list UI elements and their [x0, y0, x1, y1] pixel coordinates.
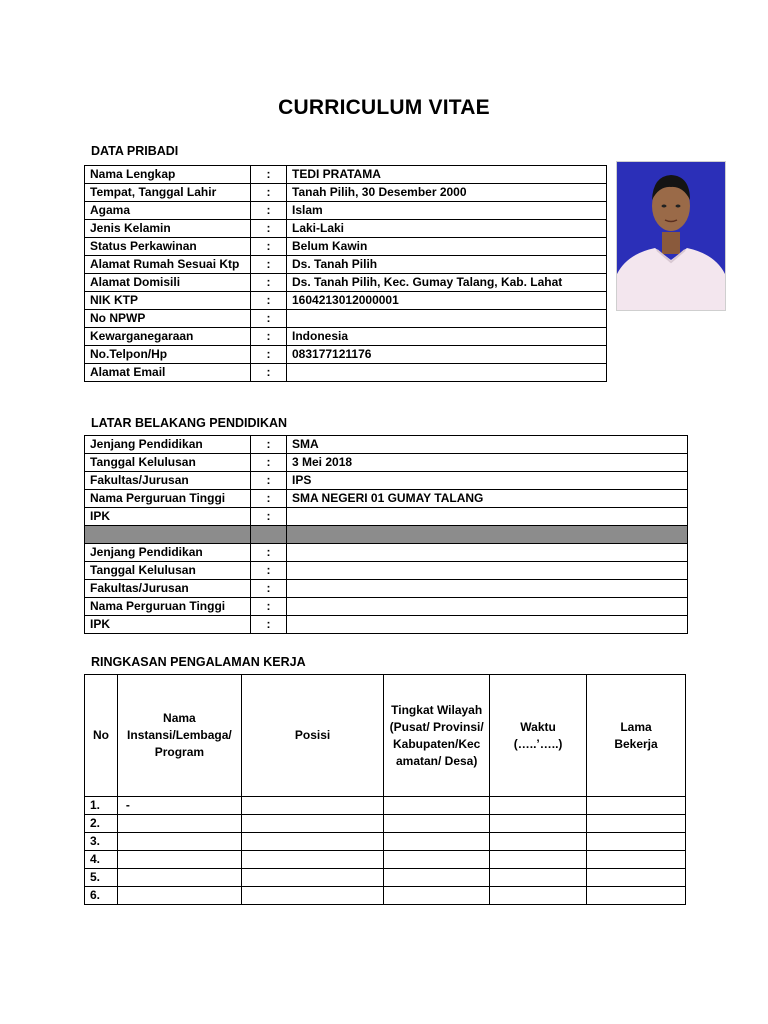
- education-field-label: Nama Perguruan Tinggi: [85, 490, 251, 508]
- experience-cell-posisi: [241, 797, 383, 815]
- personal-field-label: Tempat, Tanggal Lahir: [85, 184, 251, 202]
- personal-field-row: [85, 184, 607, 202]
- colon-separator: [251, 526, 287, 544]
- colon-separator: :: [251, 598, 287, 616]
- experience-row: [85, 851, 686, 869]
- personal-field-label: Alamat Email: [85, 364, 251, 382]
- col-header-wilayah: Tingkat Wilayah (Pusat/ Provinsi/ Kabupaten/Kec amatan/ Desa): [384, 675, 490, 797]
- experience-cell-waktu: [490, 887, 587, 905]
- experience-heading: RINGKASAN PENGALAMAN KERJA: [91, 655, 306, 669]
- colon-separator: :: [251, 562, 287, 580]
- experience-cell-wilayah: [384, 815, 490, 833]
- experience-cell-wilayah: [384, 869, 490, 887]
- colon-separator: :: [251, 292, 287, 310]
- personal-field-row: [85, 328, 607, 346]
- experience-cell-lama: [587, 869, 686, 887]
- education-field-row: [85, 490, 688, 508]
- colon-separator: :: [251, 202, 287, 220]
- colon-separator: :: [251, 544, 287, 562]
- colon-separator: :: [251, 166, 287, 184]
- personal-field-label: Kewarganegaraan: [85, 328, 251, 346]
- colon-separator: :: [251, 256, 287, 274]
- personal-field-row: [85, 256, 607, 274]
- experience-cell-lama: [587, 815, 686, 833]
- education-field-value: [287, 508, 688, 526]
- experience-cell-no: 2.: [85, 815, 118, 833]
- experience-row: [85, 887, 686, 905]
- experience-cell-waktu: [490, 797, 587, 815]
- education-field-label: Jenjang Pendidikan: [85, 544, 251, 562]
- personal-field-value: Ds. Tanah Pilih, Kec. Gumay Talang, Kab. Lahat: [287, 274, 607, 292]
- experience-cell-waktu: [490, 851, 587, 869]
- personal-field-row: [85, 364, 607, 382]
- personal-field-row: [85, 238, 607, 256]
- experience-cell-waktu: [490, 869, 587, 887]
- personal-field-value: Islam: [287, 202, 607, 220]
- experience-row: [85, 869, 686, 887]
- experience-cell-wilayah: [384, 887, 490, 905]
- personal-data-heading: DATA PRIBADI: [91, 144, 179, 158]
- experience-row: [85, 815, 686, 833]
- personal-field-value: Indonesia: [287, 328, 607, 346]
- colon-separator: :: [251, 490, 287, 508]
- education-field-value: [287, 526, 688, 544]
- colon-separator: :: [251, 310, 287, 328]
- personal-field-row: [85, 310, 607, 328]
- experience-cell-waktu: [490, 833, 587, 851]
- personal-field-label: Status Perkawinan: [85, 238, 251, 256]
- education-field-row: [85, 454, 688, 472]
- personal-data-table: [84, 165, 607, 382]
- personal-field-value: Tanah Pilih, 30 Desember 2000: [287, 184, 607, 202]
- education-field-label: Nama Perguruan Tinggi: [85, 598, 251, 616]
- experience-cell-posisi: [241, 869, 383, 887]
- experience-row: [85, 797, 686, 815]
- colon-separator: :: [251, 238, 287, 256]
- personal-field-row: [85, 202, 607, 220]
- personal-field-row: [85, 220, 607, 238]
- personal-field-label: Alamat Rumah Sesuai Ktp: [85, 256, 251, 274]
- personal-field-row: [85, 274, 607, 292]
- education-field-row: [85, 562, 688, 580]
- education-field-row: [85, 580, 688, 598]
- education-field-value: [287, 598, 688, 616]
- experience-cell-instansi: [117, 887, 241, 905]
- education-field-label: Fakultas/Jurusan: [85, 472, 251, 490]
- experience-row: [85, 833, 686, 851]
- personal-field-value: [287, 310, 607, 328]
- personal-field-row: [85, 166, 607, 184]
- education-field-label: Tanggal Kelulusan: [85, 454, 251, 472]
- experience-cell-no: 5.: [85, 869, 118, 887]
- education-heading: LATAR BELAKANG PENDIDIKAN: [91, 416, 288, 430]
- experience-cell-instansi: [117, 851, 241, 869]
- colon-separator: :: [251, 328, 287, 346]
- experience-cell-lama: [587, 851, 686, 869]
- experience-cell-lama: [587, 797, 686, 815]
- experience-cell-instansi: [117, 815, 241, 833]
- education-field-value: IPS: [287, 472, 688, 490]
- personal-field-row: [85, 346, 607, 364]
- education-field-row: [85, 436, 688, 454]
- col-header-posisi: Posisi: [241, 675, 383, 797]
- colon-separator: :: [251, 454, 287, 472]
- experience-cell-wilayah: [384, 833, 490, 851]
- education-field-row: [85, 472, 688, 490]
- experience-cell-no: 3.: [85, 833, 118, 851]
- colon-separator: :: [251, 616, 287, 634]
- education-field-row: [85, 616, 688, 634]
- experience-cell-posisi: [241, 833, 383, 851]
- colon-separator: :: [251, 472, 287, 490]
- personal-field-value: [287, 364, 607, 382]
- personal-field-label: Agama: [85, 202, 251, 220]
- personal-field-label: NIK KTP: [85, 292, 251, 310]
- personal-field-value: 1604213012000001: [287, 292, 607, 310]
- colon-separator: :: [251, 184, 287, 202]
- education-field-row: [85, 598, 688, 616]
- education-field-value: SMA NEGERI 01 GUMAY TALANG: [287, 490, 688, 508]
- personal-field-label: No.Telpon/Hp: [85, 346, 251, 364]
- person-portrait-icon: [617, 162, 725, 310]
- colon-separator: :: [251, 274, 287, 292]
- experience-cell-wilayah: [384, 851, 490, 869]
- experience-cell-instansi: -: [117, 797, 241, 815]
- experience-cell-waktu: [490, 815, 587, 833]
- personal-field-label: No NPWP: [85, 310, 251, 328]
- personal-field-value: TEDI PRATAMA: [287, 166, 607, 184]
- personal-field-row: [85, 292, 607, 310]
- education-field-row: [85, 544, 688, 562]
- education-field-label: IPK: [85, 508, 251, 526]
- education-field-row: [85, 508, 688, 526]
- experience-cell-lama: [587, 887, 686, 905]
- col-header-instansi: Nama Instansi/Lembaga/ Program: [117, 675, 241, 797]
- experience-cell-no: 6.: [85, 887, 118, 905]
- colon-separator: :: [251, 364, 287, 382]
- experience-cell-posisi: [241, 815, 383, 833]
- personal-field-value: Laki-Laki: [287, 220, 607, 238]
- education-field-row: [85, 526, 688, 544]
- personal-field-value: 083177121176: [287, 346, 607, 364]
- cv-title: CURRICULUM VITAE: [278, 96, 490, 119]
- education-field-value: 3 Mei 2018: [287, 454, 688, 472]
- experience-cell-no: 4.: [85, 851, 118, 869]
- colon-separator: :: [251, 220, 287, 238]
- experience-cell-wilayah: [384, 797, 490, 815]
- personal-field-label: Nama Lengkap: [85, 166, 251, 184]
- profile-photo: [616, 161, 726, 311]
- colon-separator: :: [251, 580, 287, 598]
- education-field-value: SMA: [287, 436, 688, 454]
- colon-separator: :: [251, 508, 287, 526]
- personal-field-label: Jenis Kelamin: [85, 220, 251, 238]
- education-field-label: Fakultas/Jurusan: [85, 580, 251, 598]
- education-field-label: Tanggal Kelulusan: [85, 562, 251, 580]
- education-field-label: Jenjang Pendidikan: [85, 436, 251, 454]
- education-table: [84, 435, 688, 634]
- experience-cell-no: 1.: [85, 797, 118, 815]
- col-header-lama: Lama Bekerja: [587, 675, 686, 797]
- personal-field-label: Alamat Domisili: [85, 274, 251, 292]
- col-header-no: No: [85, 675, 118, 797]
- education-field-value: [287, 544, 688, 562]
- education-field-value: [287, 562, 688, 580]
- experience-cell-instansi: [117, 869, 241, 887]
- experience-cell-posisi: [241, 887, 383, 905]
- personal-field-value: Ds. Tanah Pilih: [287, 256, 607, 274]
- colon-separator: :: [251, 346, 287, 364]
- education-field-value: [287, 616, 688, 634]
- experience-cell-instansi: [117, 833, 241, 851]
- experience-cell-lama: [587, 833, 686, 851]
- col-header-waktu: Waktu (…..’…..): [490, 675, 587, 797]
- education-field-label: [85, 526, 251, 544]
- experience-cell-posisi: [241, 851, 383, 869]
- education-field-value: [287, 580, 688, 598]
- experience-header-row: [85, 675, 686, 797]
- personal-field-value: Belum Kawin: [287, 238, 607, 256]
- experience-table: [84, 674, 686, 905]
- education-field-label: IPK: [85, 616, 251, 634]
- colon-separator: :: [251, 436, 287, 454]
